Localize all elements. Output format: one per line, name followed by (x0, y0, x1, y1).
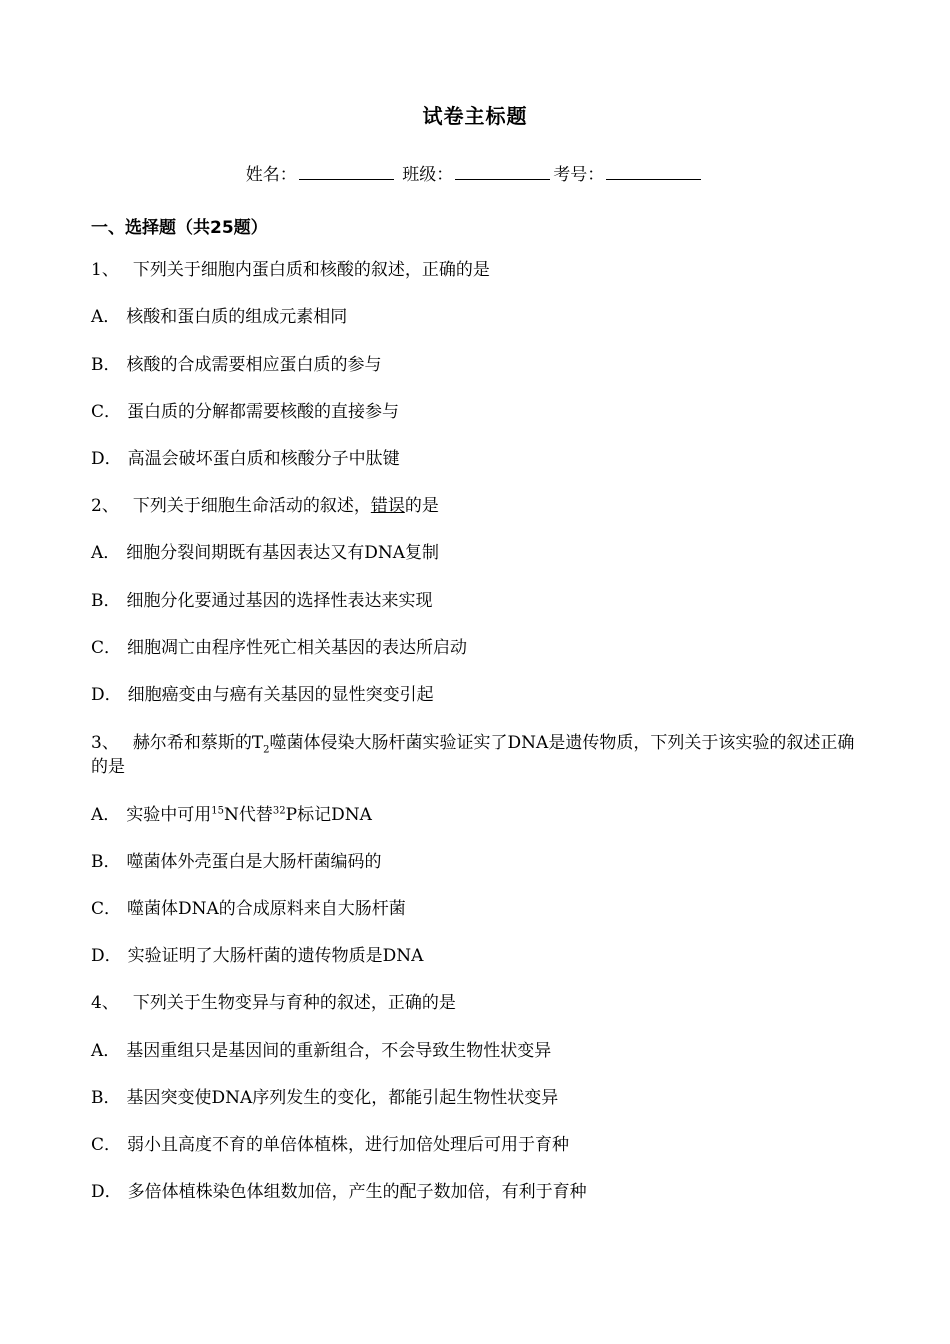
class-blank (455, 161, 550, 180)
class-label: 班级： (402, 165, 454, 185)
option-letter: C． (91, 402, 122, 422)
question-1-option-c (91, 400, 871, 424)
option-letter: C． (91, 638, 122, 658)
option-letter: B． (91, 852, 121, 872)
option-text: 噬菌体DNA的合成原料来自大肠杆菌 (127, 899, 406, 919)
question-1-stem (91, 258, 871, 282)
option-text: 细胞凋亡由程序性死亡相关基因的表达所启动 (127, 638, 468, 658)
option-letter: C． (91, 899, 122, 919)
option-text: 高温会破坏蛋白质和核酸分子中肽键 (127, 449, 400, 469)
option-letter: D． (91, 449, 122, 469)
superscript: 15 (211, 805, 225, 817)
name-label: 姓名： (245, 165, 297, 185)
question-number: 1、 (91, 260, 119, 280)
option-text: P标记DNA (285, 805, 372, 825)
question-2-option-c (91, 636, 871, 660)
question-3-stem (91, 731, 866, 779)
option-letter: A． (91, 543, 121, 563)
question-2-stem (91, 494, 871, 518)
question-text: 下列关于细胞生命活动的叙述， (132, 496, 371, 516)
option-text: N代替 (224, 805, 273, 825)
option-text: 实验证明了大肠杆菌的遗传物质是DNA (127, 946, 424, 966)
question-4-option-c (91, 1133, 871, 1157)
option-text: 细胞分化要通过基因的选择性表达来实现 (126, 591, 433, 611)
question-emphasis: 错误 (370, 496, 405, 516)
exam-title: 试卷主标题 (422, 104, 528, 128)
question-3-option-a (91, 803, 871, 827)
id-label: 考号： (553, 165, 605, 185)
name-blank (299, 161, 394, 180)
question-4-option-a (91, 1039, 871, 1063)
option-letter: B． (91, 355, 121, 375)
question-3-option-d (91, 944, 871, 968)
option-letter: C． (91, 1135, 122, 1155)
option-letter: A． (91, 805, 121, 825)
option-letter: B． (91, 591, 121, 611)
question-2-option-a (91, 541, 871, 565)
option-letter: B． (91, 1088, 121, 1108)
question-4-option-d (91, 1180, 871, 1204)
option-text: 多倍体植株染色体组数加倍，产生的配子数加倍，有利于育种 (127, 1182, 587, 1202)
question-text-end: 噬菌体侵染大肠杆菌实验证实了DNA是遗传物质，下列关于该实验的叙述正确的是 (91, 733, 855, 777)
option-letter: D． (91, 685, 122, 705)
question-text-end: 的是 (404, 496, 439, 516)
question-number: 2、 (91, 496, 119, 516)
question-1-option-b (91, 353, 871, 377)
question-text: 赫尔希和蔡斯的T (132, 733, 264, 753)
option-text: 核酸和蛋白质的组成元素相同 (126, 307, 348, 327)
option-text: 弱小且高度不育的单倍体植株，进行加倍处理后可用于育种 (127, 1135, 570, 1155)
option-letter: A． (91, 307, 121, 327)
option-text: 细胞分裂间期既有基因表达又有DNA复制 (126, 543, 440, 563)
question-2-option-b (91, 589, 871, 613)
id-blank (606, 161, 701, 180)
question-1-option-d (91, 447, 871, 471)
option-text: 噬菌体外壳蛋白是大肠杆菌编码的 (126, 852, 382, 872)
question-number: 3、 (91, 733, 119, 753)
option-text: 基因重组只是基因间的重新组合，不会导致生物性状变异 (126, 1041, 552, 1061)
option-text: 核酸的合成需要相应蛋白质的参与 (126, 355, 382, 375)
question-2-option-d (91, 683, 871, 707)
question-4-stem (91, 991, 871, 1015)
student-info-row (0, 160, 950, 185)
question-3-option-c (91, 897, 871, 921)
option-text: 基因突变使DNA序列发生的变化，都能引起生物性状变异 (126, 1088, 559, 1108)
option-text: 实验中可用 (126, 805, 212, 825)
option-letter: A． (91, 1041, 121, 1061)
question-4-option-b (91, 1086, 871, 1110)
option-letter: D． (91, 946, 122, 966)
question-1-option-a (91, 305, 871, 329)
superscript: 32 (272, 805, 286, 817)
option-text: 细胞癌变由与癌有关基因的显性突变引起 (127, 685, 434, 705)
question-text: 下列关于生物变异与育种的叙述，正确的是 (132, 993, 456, 1013)
question-text: 下列关于细胞内蛋白质和核酸的叙述，正确的是 (132, 260, 490, 280)
subscript: 2 (263, 744, 270, 756)
option-text: 蛋白质的分解都需要核酸的直接参与 (127, 402, 400, 422)
question-3-option-b (91, 850, 871, 874)
option-letter: D． (91, 1182, 122, 1202)
question-number: 4、 (91, 993, 119, 1013)
section-title: 一、选择题（共25题） (91, 218, 268, 238)
